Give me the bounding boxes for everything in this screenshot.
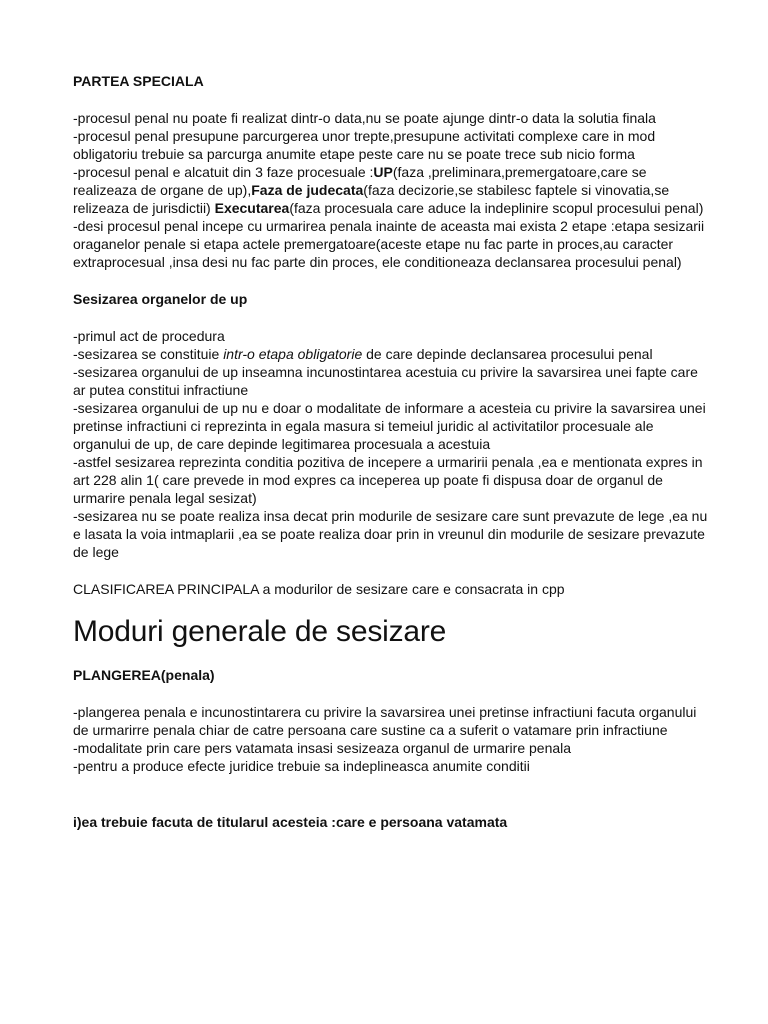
section1-p2-text-a: -sesizarea se constituie bbox=[73, 346, 224, 362]
section1-paragraph-6: -sesizarea nu se poate realiza insa decat prin modurile de sesizare care sunt prevazute de lege ,ea nu e lasata la voia intmaplarii ,ea se poate realiza doar prin in vreunul din modurile de sesizare prevazute de lege bbox=[73, 508, 708, 560]
intro-p3-text-g: (faza procesuala care aduce la indeplinire scopul procesului penal) bbox=[289, 200, 704, 216]
section1-paragraph-1: -primul act de procedura bbox=[73, 328, 225, 344]
section1-p2-italic: intr-o etapa obligatorie bbox=[223, 346, 363, 362]
page-title: PARTEA SPECIALA bbox=[73, 73, 204, 89]
plangerea-paragraph-2: -modalitate prin care pers vatamata insasi sesizeaza organul de urmarire penala bbox=[73, 740, 572, 756]
plangerea-paragraph-3: -pentru a produce efecte juridice trebuie sa indeplineasca anumite conditii bbox=[73, 758, 530, 774]
intro-p3-bold-judecata: Faza de judecata bbox=[251, 182, 364, 198]
intro-p3-text-c: (faza ,preliminara,premergatoare,care se realizeaza de organe de up), bbox=[73, 164, 647, 198]
intro-p3-text-e: (faza decizorie,se stabilesc faptele si vinovatia,se relizeaza de jurisdictii) bbox=[73, 182, 670, 216]
section-heading-plangerea: PLANGEREA(penala) bbox=[73, 667, 215, 683]
subsection-heading-titular: i)ea trebuie facuta de titularul acesteia :care e persoana vatamata bbox=[73, 814, 508, 830]
intro-p3-bold-executarea: Executarea bbox=[214, 200, 290, 216]
plangerea-paragraph-1: -plangerea penala e incunostintarera cu privire la savarsirea unei pretinse infractiuni facuta organului de urmarirre penala chiar de catre persoana care sustine ca a suferit o vatamare prin infractiune bbox=[73, 704, 697, 738]
intro-paragraph-2: -procesul penal presupune parcurgerea unor trepte,presupune activitati complexe care in mod obligatoriu trebuie sa parcurga anumite etape peste care nu se poate trece sub nicio forma bbox=[73, 128, 656, 162]
large-heading: Moduri generale de sesizare bbox=[73, 615, 447, 648]
intro-p3-bold-up: UP bbox=[373, 164, 393, 180]
intro-p3-text-a: -procesul penal e alcatuit din 3 faze procesuale : bbox=[73, 164, 374, 180]
section1-p2-text-c: de care depinde declansarea procesului penal bbox=[362, 346, 653, 362]
clasificare-line: CLASIFICAREA PRINCIPALA a modurilor de sesizare care e consacrata in cpp bbox=[73, 581, 565, 597]
section-heading-sesizarea: Sesizarea organelor de up bbox=[73, 291, 248, 307]
section1-paragraph-2 bbox=[73, 345, 713, 363]
section1-paragraph-3: -sesizarea organului de up inseamna incunostintarea acestuia cu privire la savarsirea unei fapte care ar putea constitui infractiune bbox=[73, 364, 698, 398]
intro-paragraph-3 bbox=[73, 163, 713, 217]
intro-paragraph-1: -procesul penal nu poate fi realizat dintr-o data,nu se poate ajunge dintr-o data la solutia finala bbox=[73, 110, 656, 126]
intro-paragraph-4: -desi procesul penal incepe cu urmarirea penala inainte de aceasta mai exista 2 etape :etapa sesizarii oraganelor penale si etapa actele premergatoare(aceste etape nu fac parte in proces,au caracter extraprocesual ,insa desi nu fac parte din proces, ele conditioneaza declansarea procesului penal) bbox=[73, 218, 705, 270]
document-body bbox=[73, 72, 713, 831]
section1-paragraph-4: -sesizarea organului de up nu e doar o modalitate de informare a acesteia cu privire la savarsirea unei pretinse infractiuni ci reprezinta in egala masura si temeiul juridic al activitatilor procesuale ale organului de up, de care depinde legitimarea procesuala a acestuia bbox=[73, 400, 706, 452]
section1-paragraph-5: -astfel sesizarea reprezinta conditia pozitiva de incepere a urmaririi penala ,ea e mentionata expres in art 228 alin 1( care prevede in mod expres ca inceperea up poate fi dispusa doar de organul de urmarire penala legal sesizat) bbox=[73, 454, 703, 506]
